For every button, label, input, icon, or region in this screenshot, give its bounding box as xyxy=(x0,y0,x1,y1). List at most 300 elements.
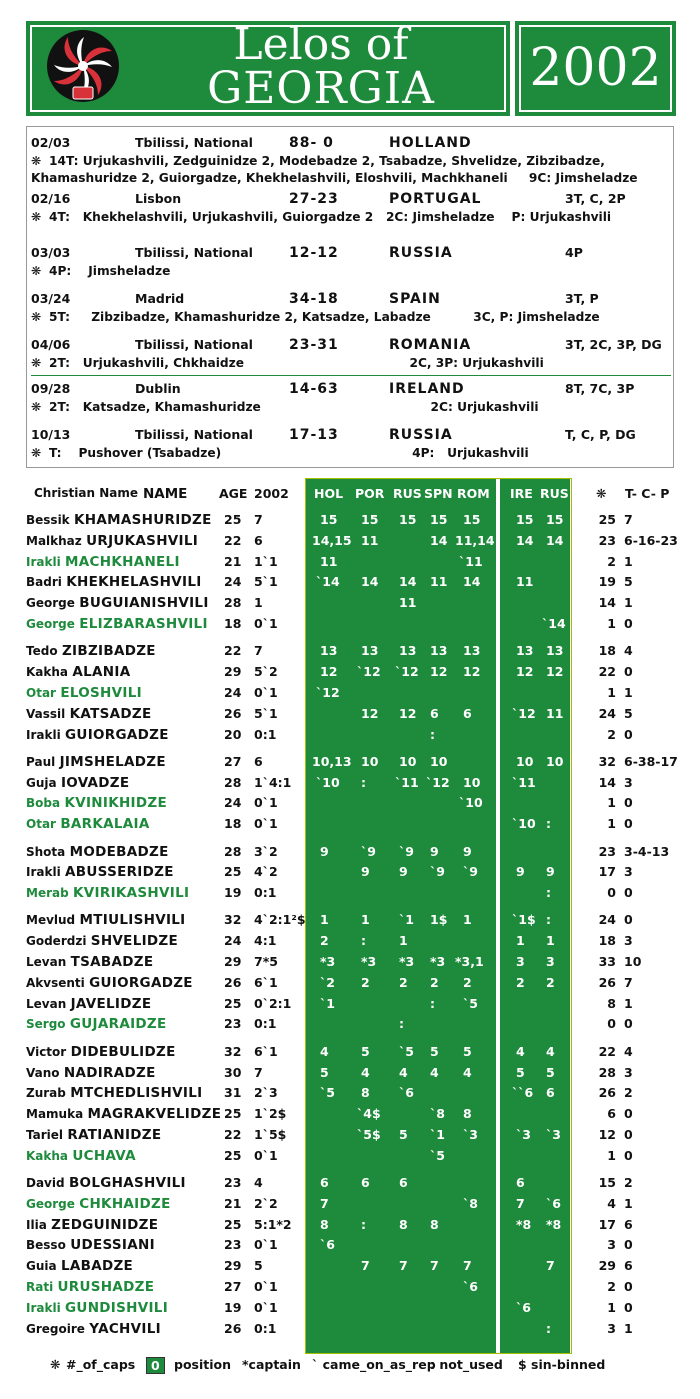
player-position-4: `10 xyxy=(459,795,483,811)
player-2002-record: 0`1 xyxy=(254,816,278,832)
player-last-name: BARKALAIA xyxy=(60,816,150,833)
caps-star-icon: ❋ xyxy=(31,446,42,460)
player-2002-record: 5:1*2 xyxy=(254,1216,292,1232)
player-2002-record: 1`4:1 xyxy=(254,774,292,790)
player-first-name: Mevlud xyxy=(26,913,76,928)
player-name xyxy=(26,1217,158,1233)
player-tcp: 3 xyxy=(624,774,633,790)
player-position-6: *8 xyxy=(546,1216,562,1232)
player-last-name: CHKHAIDZE xyxy=(79,1195,171,1212)
player-first-name: Akvsenti xyxy=(26,975,85,990)
player-last-name: SHVELIDZE xyxy=(90,933,179,950)
player-position-6: 11 xyxy=(546,705,564,721)
player-last-name: ALANIA xyxy=(72,664,131,681)
player-age: 22 xyxy=(224,1126,242,1142)
player-tcp: 10 xyxy=(624,954,642,969)
player-caps: 29 xyxy=(598,1258,616,1274)
player-position-1: : xyxy=(361,774,366,790)
player-position-6: 12 xyxy=(546,664,564,680)
player-first-name: Zurab xyxy=(26,1086,66,1101)
player-last-name: ABUSSERIDZE xyxy=(65,864,174,881)
player-position-2: 1 xyxy=(399,933,408,949)
player-position-1: 8 xyxy=(361,1085,370,1101)
match-venue: Madrid xyxy=(135,291,185,306)
player-position-0: 13 xyxy=(320,643,338,659)
player-tcp: 6 xyxy=(624,1258,633,1274)
player-tcp: 6-16-23 xyxy=(624,532,678,548)
match-score: 34-18 xyxy=(289,291,339,307)
player-age: 23 xyxy=(224,1016,242,1032)
match-scorers-line xyxy=(27,170,673,187)
player-position-4: `11 xyxy=(459,553,483,569)
player-2002-record: 0`1 xyxy=(254,616,278,631)
player-position-4: 13 xyxy=(463,643,481,659)
player-name xyxy=(26,754,166,770)
player-first-name: Irakli xyxy=(26,727,61,742)
player-first-name: Otar xyxy=(26,685,56,700)
player-first-name: Vassil xyxy=(26,706,66,721)
legend-sin-binned: $ sin-binned xyxy=(518,1357,606,1372)
player-2002-record: 7 xyxy=(254,643,263,659)
player-position-4: *3,1 xyxy=(455,954,484,969)
player-caps: 14 xyxy=(598,774,616,790)
player-position-2: `12 xyxy=(395,664,419,680)
player-first-name: Malkhaz xyxy=(26,533,82,548)
player-row xyxy=(0,844,700,864)
player-position-1: 14 xyxy=(361,574,379,590)
match-results-panel xyxy=(26,126,674,468)
player-position-3: 9 xyxy=(430,843,439,859)
title-line-2: GEORGIA xyxy=(207,63,435,114)
player-last-name: MTIULISHVILI xyxy=(79,912,186,929)
player-name xyxy=(26,1321,161,1337)
match-score: 17-13 xyxy=(289,427,339,443)
match-summary: 3T, 2C, 3P, DG xyxy=(565,337,662,352)
player-position-6: `3 xyxy=(546,1126,561,1142)
player-position-6: 4 xyxy=(546,1043,555,1059)
player-caps: 23 xyxy=(598,532,616,548)
player-position-4: 7 xyxy=(463,1258,472,1274)
player-position-2: `1 xyxy=(399,912,414,928)
player-position-6: 1 xyxy=(546,933,555,949)
match-block xyxy=(27,381,673,416)
player-first-name: Paul xyxy=(26,754,56,769)
legend-caps-icon: ❋ xyxy=(50,1357,61,1372)
player-position-3: *3 xyxy=(430,954,446,969)
player-position-6: : xyxy=(546,816,551,832)
legend-position: position xyxy=(174,1357,232,1372)
player-tcp: 5 xyxy=(624,574,633,590)
match-opponent: RUSSIA xyxy=(389,245,453,261)
player-position-3: 11 xyxy=(430,574,448,590)
player-name xyxy=(26,727,169,743)
player-position-6: 13 xyxy=(546,643,564,659)
match-header-line xyxy=(27,291,673,309)
player-position-4: 9 xyxy=(463,843,472,859)
player-position-5: 1 xyxy=(516,933,525,949)
player-name xyxy=(26,533,198,549)
match-scorers-text: T: Pushover (Tsabadze) 4P: Urjukashvili xyxy=(49,446,529,460)
player-first-name: Mamuka xyxy=(26,1107,84,1122)
player-position-6: `6 xyxy=(546,1195,561,1211)
header-year: 2002 xyxy=(254,486,289,501)
player-position-0: 14,15 xyxy=(312,532,352,548)
player-name xyxy=(26,1106,221,1122)
player-age: 21 xyxy=(224,1195,242,1211)
player-row xyxy=(0,1044,700,1064)
player-last-name: URJUKASHVILI xyxy=(86,532,199,549)
match-header-line xyxy=(27,427,673,445)
player-last-name: TSABADZE xyxy=(70,954,154,970)
player-last-name: KATSADZE xyxy=(69,705,152,722)
player-position-6: : xyxy=(546,1320,551,1336)
header-col-6: RUS xyxy=(540,486,569,501)
header-name: NAME xyxy=(143,486,188,502)
player-row xyxy=(0,595,700,615)
player-position-5: 15 xyxy=(516,512,534,527)
player-name xyxy=(26,885,189,901)
player-position-0: `1 xyxy=(320,995,335,1011)
player-name xyxy=(26,1016,167,1032)
player-name xyxy=(26,954,153,970)
player-age: 25 xyxy=(224,995,242,1011)
player-2002-record: 0`1 xyxy=(254,684,278,700)
player-last-name: GUNDISHVILI xyxy=(65,1299,169,1316)
player-tcp: 7 xyxy=(624,512,633,527)
player-last-name: UCHAVA xyxy=(72,1147,136,1164)
player-row xyxy=(0,1217,700,1237)
player-position-3: `1 xyxy=(430,1126,445,1142)
player-last-name: URUSHADZE xyxy=(57,1279,155,1295)
player-tcp: 0 xyxy=(624,1279,633,1294)
player-last-name: KVIRIKASHVILI xyxy=(73,885,190,902)
player-2002-record: 1 xyxy=(254,595,263,611)
match-scorers-text: 4T: Khekhelashvili, Urjukashvili, Guiorgadze 2 2C: Jimsheladze P: Urjukashvili xyxy=(49,210,612,224)
player-position-2: `11 xyxy=(395,774,419,790)
player-position-4: 15 xyxy=(463,512,481,527)
match-header-line xyxy=(27,135,673,153)
player-position-2: 15 xyxy=(399,512,417,527)
player-row xyxy=(0,975,700,995)
player-position-2: 12 xyxy=(399,705,417,721)
player-age: 26 xyxy=(224,974,242,990)
player-first-name: Besso xyxy=(26,1238,66,1253)
player-first-name: Levan xyxy=(26,955,67,969)
player-age: 28 xyxy=(224,595,242,611)
player-row xyxy=(0,775,700,795)
match-header-line xyxy=(27,191,673,209)
player-row xyxy=(0,816,700,836)
player-position-4: `3 xyxy=(463,1126,478,1142)
player-position-4: 2 xyxy=(463,974,472,990)
player-first-name: David xyxy=(26,1176,65,1190)
player-tcp: 0 xyxy=(624,726,633,742)
player-caps: 0 xyxy=(607,1016,616,1032)
match-scorers-line xyxy=(27,445,673,462)
player-first-name: Guja xyxy=(26,775,57,790)
player-row xyxy=(0,864,700,884)
player-caps: 1 xyxy=(607,1147,616,1163)
player-last-name: UDESSIANI xyxy=(70,1237,155,1254)
player-first-name: Rati xyxy=(26,1280,54,1294)
player-2002-record: 0`1 xyxy=(254,795,278,811)
match-opponent: PORTUGAL xyxy=(389,191,482,207)
player-caps: 2 xyxy=(607,553,616,569)
player-row xyxy=(0,912,700,932)
player-position-0: 8 xyxy=(320,1216,329,1232)
match-block xyxy=(27,135,673,187)
player-name xyxy=(26,1258,133,1274)
player-caps: 26 xyxy=(598,1085,616,1101)
player-position-2: 4 xyxy=(399,1064,408,1080)
player-position-4: 6 xyxy=(463,705,472,721)
player-name xyxy=(26,1196,171,1212)
player-position-3: `12 xyxy=(426,774,450,790)
player-position-2: `5 xyxy=(399,1043,414,1059)
player-position-5: 4 xyxy=(516,1043,525,1059)
player-tcp: 4 xyxy=(624,643,633,659)
player-tcp: 0 xyxy=(624,1126,633,1142)
player-tcp: 0 xyxy=(624,795,633,811)
player-first-name: Otar xyxy=(26,817,56,832)
player-caps: 33 xyxy=(598,954,616,969)
player-name xyxy=(26,1237,155,1253)
player-position-2: 9 xyxy=(399,864,408,880)
player-position-1: 4 xyxy=(361,1064,370,1080)
player-position-6: 14 xyxy=(546,532,564,548)
player-age: 31 xyxy=(224,1085,242,1101)
player-name xyxy=(26,706,151,722)
match-block xyxy=(27,427,673,462)
player-tcp: 0 xyxy=(624,885,633,901)
match-score: 14-63 xyxy=(289,381,339,397)
match-scorers-line xyxy=(27,153,673,170)
player-position-3: 1$ xyxy=(430,912,448,928)
player-position-2: 8 xyxy=(399,1216,408,1232)
player-position-1: 2 xyxy=(361,974,370,990)
player-position-3: : xyxy=(430,726,435,742)
player-2002-record: 5 xyxy=(254,1258,263,1274)
match-score: 27-23 xyxy=(289,191,339,207)
player-row xyxy=(0,727,700,747)
player-age: 26 xyxy=(224,705,242,721)
player-age: 29 xyxy=(224,954,242,969)
match-summary: 4P xyxy=(565,245,583,260)
player-2002-record: 3`2 xyxy=(254,843,278,859)
player-position-0: 10,13 xyxy=(312,753,352,769)
player-caps: 24 xyxy=(598,912,616,928)
match-score: 12-12 xyxy=(289,245,339,261)
player-position-6: 10 xyxy=(546,753,564,769)
player-caps: 18 xyxy=(598,643,616,659)
player-name xyxy=(26,685,142,701)
player-caps: 6 xyxy=(607,1106,616,1122)
legend-rep: ` came_on_as_rep xyxy=(312,1357,436,1372)
player-tcp: 7 xyxy=(624,974,633,990)
player-name xyxy=(26,844,169,860)
match-date: 04/06 xyxy=(31,337,71,352)
match-date: 03/24 xyxy=(31,291,71,306)
player-position-2: : xyxy=(399,1016,404,1032)
player-position-2: 7 xyxy=(399,1258,408,1274)
player-age: 19 xyxy=(224,1299,242,1315)
player-position-4: `8 xyxy=(463,1195,478,1211)
player-position-0: 1 xyxy=(320,912,329,928)
player-age: 27 xyxy=(224,1279,242,1294)
player-position-1: *3 xyxy=(361,954,377,969)
player-last-name: BOLGHASHVILI xyxy=(68,1175,186,1191)
match-venue: Tbilissi, National xyxy=(135,135,253,150)
player-2002-record: 4 xyxy=(254,1175,263,1190)
player-tcp: 1 xyxy=(624,595,633,611)
player-caps: 17 xyxy=(598,1216,616,1232)
player-position-4: 4 xyxy=(463,1064,472,1080)
player-age: 22 xyxy=(224,643,242,659)
player-position-3: 8 xyxy=(430,1216,439,1232)
player-name xyxy=(26,554,180,570)
player-first-name: Kakha xyxy=(26,1148,69,1163)
match-date: 02/16 xyxy=(31,191,71,206)
player-position-3: 15 xyxy=(430,512,448,527)
player-first-name: Merab xyxy=(26,886,69,901)
match-opponent: HOLLAND xyxy=(389,135,472,151)
player-tcp: 6 xyxy=(624,1216,633,1232)
player-age: 25 xyxy=(224,1147,242,1163)
match-venue: Lisbon xyxy=(135,191,182,206)
player-caps: 0 xyxy=(607,885,616,901)
player-row xyxy=(0,533,700,553)
player-row xyxy=(0,554,700,574)
player-tcp: 0 xyxy=(624,1147,633,1163)
player-position-3: 14 xyxy=(430,532,448,548)
player-2002-record: 5`1 xyxy=(254,705,278,721)
player-age: 22 xyxy=(224,532,242,548)
player-2002-record: 0:1 xyxy=(254,726,277,742)
player-name xyxy=(26,1300,168,1316)
player-position-4: `5 xyxy=(463,995,478,1011)
player-name xyxy=(26,1085,202,1101)
player-position-0: *3 xyxy=(320,954,336,969)
header-banner xyxy=(26,21,676,116)
player-name xyxy=(26,795,167,811)
player-last-name: DIDEBULIDZE xyxy=(70,1043,176,1060)
player-last-name: YACHVILI xyxy=(89,1320,161,1337)
player-row xyxy=(0,795,700,815)
player-row xyxy=(0,885,700,905)
player-age: 25 xyxy=(224,512,242,527)
player-position-0: 9 xyxy=(320,843,329,859)
player-position-5: 5 xyxy=(516,1064,525,1080)
player-position-2: 6 xyxy=(399,1175,408,1190)
player-position-1: 5 xyxy=(361,1043,370,1059)
player-position-4: 14 xyxy=(463,574,481,590)
player-last-name: ELIZBARASHVILI xyxy=(79,616,208,632)
player-caps: 26 xyxy=(598,974,616,990)
player-position-3: 10 xyxy=(430,753,448,769)
player-first-name: Kakha xyxy=(26,665,69,680)
player-caps: 32 xyxy=(598,753,616,769)
player-first-name: George xyxy=(26,1196,75,1211)
match-scorers-text: 14T: Urjukashvili, Zedguinidze 2, Modebadze 2, Tsabadze, Shvelidze, Zibzibadze, xyxy=(49,154,605,168)
player-caps: 2 xyxy=(607,1279,616,1294)
player-name xyxy=(26,664,130,680)
player-caps: 1 xyxy=(607,616,616,631)
player-position-5: 3 xyxy=(516,954,525,969)
player-first-name: Boba xyxy=(26,796,61,811)
player-first-name: Shota xyxy=(26,844,66,859)
player-tcp: 0 xyxy=(624,816,633,832)
player-last-name: JIMSHELADZE xyxy=(59,753,166,770)
player-position-0: 12 xyxy=(320,664,338,680)
player-caps: 28 xyxy=(598,1064,616,1080)
header-tcp: T- C- P xyxy=(625,486,670,501)
player-caps: 14 xyxy=(598,595,616,611)
player-2002-record: 4:1 xyxy=(254,933,277,949)
player-tcp: 6-38-17 xyxy=(624,753,678,769)
player-age: 21 xyxy=(224,553,242,569)
player-name xyxy=(26,512,212,528)
player-2002-record: 0:1 xyxy=(254,1016,277,1032)
player-tcp: 0 xyxy=(624,1106,633,1122)
player-position-4: 5 xyxy=(463,1043,472,1059)
player-last-name: KHEKHELASHVILI xyxy=(66,574,202,591)
player-row xyxy=(0,616,700,636)
match-venue: Tbilissi, National xyxy=(135,337,253,352)
player-first-name: Irakli xyxy=(26,554,61,569)
player-position-2: 2 xyxy=(399,974,408,990)
player-position-0: `2 xyxy=(320,974,335,990)
player-age: 20 xyxy=(224,726,242,742)
player-last-name: MODEBADZE xyxy=(69,843,169,860)
player-last-name: ZEDGUINIDZE xyxy=(51,1216,159,1233)
player-2002-record: 7*5 xyxy=(254,954,278,969)
player-age: 27 xyxy=(224,753,242,769)
player-position-2: `9 xyxy=(399,843,414,859)
player-row xyxy=(0,1085,700,1105)
player-2002-record: 4`2 xyxy=(254,864,278,880)
player-caps: 22 xyxy=(598,1043,616,1059)
player-last-name: KVINIKHIDZE xyxy=(64,795,167,812)
player-position-5: `1$ xyxy=(512,912,536,928)
player-caps: 23 xyxy=(598,843,616,859)
player-tcp: 0 xyxy=(624,1299,633,1315)
player-position-0: `14 xyxy=(316,574,340,590)
player-position-0: `10 xyxy=(316,774,340,790)
player-position-0: `6 xyxy=(320,1237,335,1253)
player-position-5: `10 xyxy=(512,816,536,832)
player-first-name: Bessik xyxy=(26,513,70,527)
player-2002-record: 6`1 xyxy=(254,974,278,990)
player-position-5: ``6 xyxy=(512,1085,534,1101)
player-2002-record: 7 xyxy=(254,1064,263,1080)
player-position-0: `12 xyxy=(316,684,340,700)
player-last-name: GUIORGADZE xyxy=(65,726,169,743)
player-age: 24 xyxy=(224,574,242,590)
match-summary: 8T, 7C, 3P xyxy=(565,381,635,396)
legend-captain: *captain xyxy=(242,1357,301,1372)
player-2002-record: 0:1 xyxy=(254,1320,277,1336)
player-tcp: 2 xyxy=(624,1175,633,1190)
player-last-name: GUIORGADZE xyxy=(89,974,193,991)
match-opponent: RUSSIA xyxy=(389,427,453,443)
player-tcp: 0 xyxy=(624,1237,633,1253)
player-row xyxy=(0,1175,700,1195)
match-scorers-line xyxy=(27,309,673,326)
player-last-name: MTCHEDLISHVILI xyxy=(70,1085,203,1102)
player-age: 28 xyxy=(224,774,242,790)
player-position-1: 11 xyxy=(361,532,379,548)
player-name xyxy=(26,775,129,791)
